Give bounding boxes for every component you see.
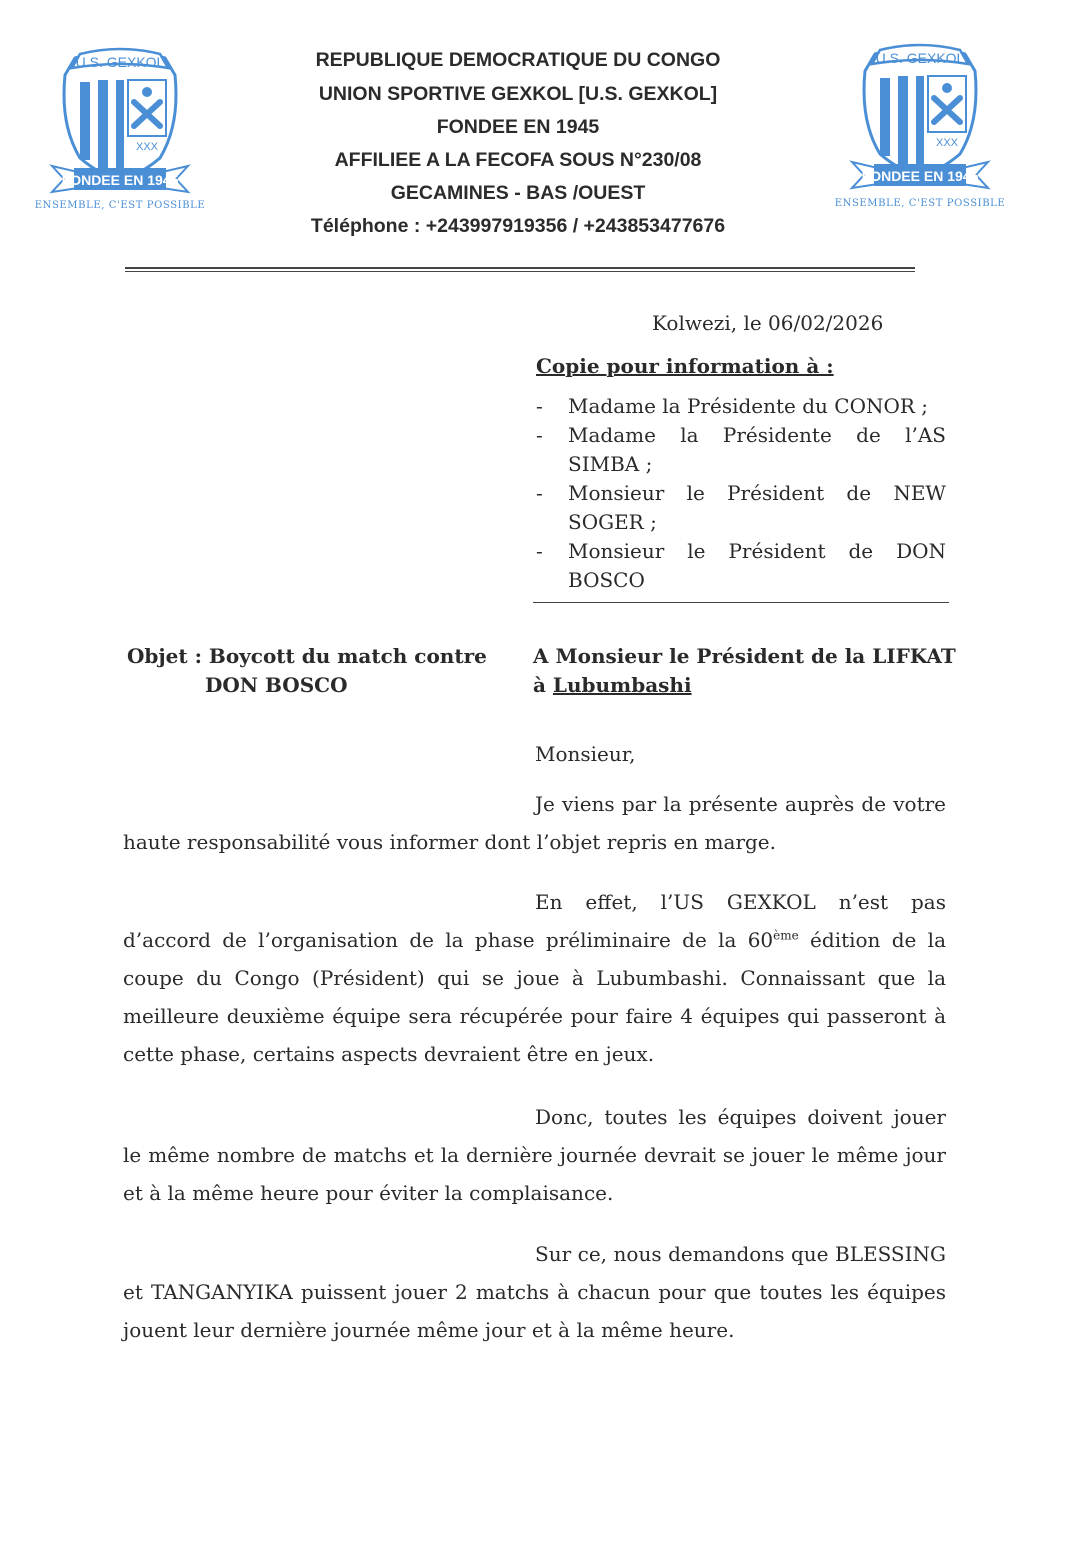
body-paragraph: Sur ce, nous demandons que BLESSING et TANGANYIKA puissent jouer 2 matchs à chacun pour que toutes les équipes jouent leur dernière journée même jour et à la même heure. — [123, 1242, 946, 1342]
svg-text:XXX: XXX — [935, 137, 959, 149]
salutation: Monsieur, — [535, 742, 636, 766]
body-paragraph: Donc, toutes les équipes doivent jouer le même nombre de matchs et la dernière journée devrait se jouer le même jour et à la même heure pour éviter la complaisance. — [123, 1105, 946, 1205]
header-divider — [125, 267, 915, 269]
letterhead-line: GECAMINES - BAS /OUEST — [390, 182, 646, 204]
club-motto: ENSEMBLE, C'EST POSSIBLE — [834, 198, 1006, 209]
club-crest — [30, 40, 210, 220]
club-crest — [830, 36, 1010, 216]
header-divider — [125, 271, 915, 272]
list-item: - Madame la Présidente du CONOR ; — [536, 394, 929, 418]
club-motto: ENSEMBLE, C'EST POSSIBLE — [34, 200, 206, 211]
letterhead-line: UNION SPORTIVE GEXKOL [U.S. GEXKOL] — [318, 83, 718, 105]
svg-text:FONDEE EN 1945: FONDEE EN 1945 — [61, 172, 179, 188]
recipient-line: A Monsieur le Président de la LIFKAT — [533, 644, 956, 668]
list-item: - Madame la Présidente de l’AS SIMBA ; — [536, 423, 946, 476]
club-logo-left — [30, 40, 210, 220]
object-line: Objet : Boycott du match contre — [127, 644, 487, 668]
copy-heading: Copie pour information à : — [536, 354, 834, 378]
letterhead-line: AFFILIEE A LA FECOFA SOUS N°230/08 — [334, 149, 702, 171]
letterhead-line: Téléphone : +243997919356 / +243853477676 — [310, 215, 726, 237]
svg-text:XXX: XXX — [135, 141, 159, 153]
svg-text:U.S. GEXKOL: U.S. GEXKOL — [75, 54, 165, 70]
list-item: - Monsieur le Président de DON BOSCO — [536, 539, 946, 592]
copy-list — [536, 392, 946, 595]
letter-date: Kolwezi, le 06/02/2026 — [652, 311, 884, 335]
club-logo-right — [830, 36, 1010, 216]
body-paragraph: Je viens par la présente auprès de votre haute responsabilité vous informer dont l’objet repris en marge. — [123, 792, 946, 854]
letterhead-line: FONDEE EN 1945 — [436, 116, 600, 138]
copy-divider — [533, 602, 949, 603]
object-line-2: DON BOSCO — [205, 673, 348, 697]
svg-text:FONDEE EN 1945: FONDEE EN 1945 — [861, 168, 979, 184]
svg-text:U.S. GEXKOL: U.S. GEXKOL — [875, 50, 965, 66]
list-item: - Monsieur le Président de NEW SOGER ; — [536, 481, 946, 534]
body-paragraph: En effet, l’US GEXKOL n’est pas d’accord de l’organisation de la phase préliminaire de la 60ème édition de la coupe du Congo (Président) qui se joue à Lubumbashi. Connaissant que la meilleure deuxième équipe sera récupérée pour faire 4 équipes qui passeront à cette phase, certains aspects devraient être en jeux. — [123, 890, 946, 1066]
recipient-city: à Lubumbashi — [533, 673, 692, 697]
letterhead-line: REPUBLIQUE DEMOCRATIQUE DU CONGO — [315, 49, 721, 71]
